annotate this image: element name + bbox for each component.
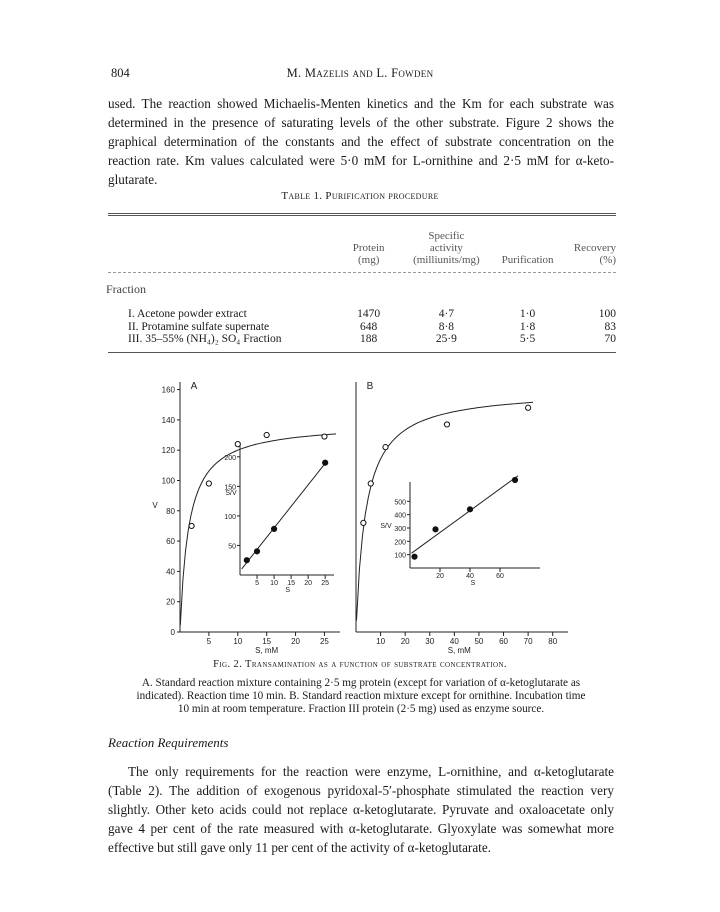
inset-b-y-tick-label: 200 [394, 539, 406, 547]
panel-b-curve [357, 402, 534, 620]
panel-a-y-tick-label: 140 [161, 415, 175, 425]
panel-b-x-tick-label: 80 [548, 637, 558, 646]
panel-a-y-tick-label: 20 [166, 597, 175, 607]
panel-a-point [322, 434, 327, 439]
section-paragraph: The only requirements for the reaction were enzyme, L-ornithine, and α-ketoglutarate (Table 2). The addition of exogenous pyridoxal-5′-phosphate stimulated the reaction very slightly. Other keto acids could not replace α-ketoglutarate. Pyruvate and oxaloacetate only gave 4 per cent of the rate measured with α-ketoglutarate. Glyoxylate was somewhat more effective but still gave only 11 per cent of the activity of α-ketoglutarate. [108, 764, 614, 855]
panel-a-x-label: S, mM [255, 646, 279, 655]
panel-a-x-tick-label: 15 [262, 637, 272, 646]
inset-a-x-tick-label: 25 [321, 580, 330, 587]
inset-a-y-tick-label: 50 [228, 543, 236, 551]
page-number: 804 [111, 66, 130, 80]
panel-a-point [264, 432, 269, 437]
figure-2 [150, 370, 570, 660]
table-row: I. Acetone powder extract 1470 4·7 1·0 100 [128, 308, 616, 320]
inset-a-point [254, 549, 259, 554]
inset-b-fit-line [412, 476, 519, 553]
panel-b-point [383, 445, 388, 450]
panel-b-point [444, 422, 449, 427]
panel-a-point [189, 523, 194, 528]
inset-b-y-tick-label: 500 [394, 499, 406, 507]
inset-a-y-tick-label: 150 [224, 484, 236, 492]
inset-a-y-tick-label: 200 [224, 454, 236, 462]
panel-a-x-tick-label: 5 [206, 637, 212, 646]
inset-a-y-tick-label: 100 [224, 513, 236, 521]
figure-caption-title: Fig. 2. Transamination as a function of substrate concentration. [213, 659, 507, 670]
col-recovery-header: Recovery (%) [573, 242, 616, 266]
inset-a-point [244, 558, 249, 563]
table-row: II. Protamine sulfate supernate 648 8·8 1·8 83 [128, 320, 616, 333]
panel-b-x-tick-label: 60 [499, 637, 508, 646]
panel-b-point [368, 481, 373, 486]
inset-b-point [512, 477, 517, 482]
inset-b-x-label: S [470, 580, 476, 587]
panel-b-point [361, 520, 366, 525]
running-head-authors: M. Mazelis and L. Fowden [286, 66, 434, 80]
table-title: Table 1. Purification procedure [281, 190, 439, 202]
purification-table [108, 226, 616, 346]
table-row: III. 35–55% (NH₄)₂ SO₄ Fraction 188 25·9 5·5 70 [128, 333, 616, 345]
panel-a-label: A [190, 381, 198, 392]
panel-a-y-tick-label: 60 [166, 537, 175, 547]
inset-b-point [412, 554, 417, 559]
inset-b-y-label: S/V [380, 523, 392, 530]
inset-b-x-tick-label: 60 [496, 573, 504, 580]
table-top-rule-2 [108, 215, 616, 216]
panel-a-y-tick-label: 40 [166, 567, 175, 577]
panel-b-x-tick-label: 40 [449, 637, 459, 646]
inset-a-x-tick-label: 20 [304, 580, 313, 587]
section-heading: Reaction Requirements [108, 735, 229, 750]
col-purification-header: Purification [501, 254, 554, 266]
panel-a-y-tick-label: 100 [161, 476, 175, 486]
inset-b-y-tick-label: 100 [394, 552, 406, 560]
inset-a-point [323, 460, 328, 465]
panel-b-x-tick-label: 70 [523, 637, 533, 646]
panel-a-y-tick-label: 80 [166, 506, 175, 516]
panel-a-y-tick-label: 120 [161, 446, 175, 456]
panel-b-label: B [366, 381, 374, 392]
inset-a-x-tick-label: 10 [270, 580, 278, 587]
table-top-rule [108, 213, 616, 214]
inset-a-x-tick-label: 5 [255, 580, 259, 587]
panel-a-y-tick-label: 160 [161, 385, 175, 395]
table-mid-rule [108, 272, 616, 273]
panel-b-x-tick-label: 20 [400, 637, 410, 646]
col-protein-header: Protein (mg) [352, 242, 385, 266]
table-header-row [108, 226, 616, 266]
panel-a-x-tick-label: 25 [319, 637, 329, 646]
intro-paragraph: used. The reaction showed Michaelis-Menten kinetics and the Km for each substrate was determined in the presence of saturating levels of the other substrate. Figure 2 shows the graphical determination of the constants and the effect of substrate concentration on the reaction rate. Km values calculated were 5·0 mM for L-ornithine and 2·5 mM for α-keto-glutarate. [108, 96, 614, 187]
panel-a-curve [180, 434, 336, 625]
panel-b-point [526, 405, 531, 410]
table-bottom-rule [108, 352, 616, 353]
col-activity-header: Specific activity (milliunits/mg) [413, 230, 480, 266]
inset-b-point [433, 527, 438, 532]
inset-b-x-tick-label: 20 [436, 573, 444, 580]
figure-2-svg [150, 370, 570, 655]
inset-a-point [271, 526, 276, 531]
panel-a-x-tick-label: 10 [233, 637, 243, 646]
inset-b-x-tick-label: 40 [466, 573, 474, 580]
inset-a-x-tick-label: 15 [287, 580, 296, 587]
inset-b-y-tick-label: 400 [394, 512, 406, 520]
panel-b-x-tick-label: 10 [376, 637, 386, 646]
panel-a-point [206, 481, 211, 486]
inset-a-y-label: S/V [225, 490, 237, 497]
inset-b-point [467, 507, 472, 512]
panel-b-x-tick-label: 50 [474, 637, 484, 646]
figure-caption: A. Standard reaction mixture containing 2·5 mg protein (except for variation of α-ketoglutarate as indicated). Reaction time 10 min. B. Standard reaction mixture except for ornithine. Incubation time 10 min at room temperature. Fraction III protein (2·5 mg) used as enzyme source. [136, 677, 586, 715]
panel-a-y-tick-label: 0 [170, 628, 175, 637]
table-row-group-label: Fraction [106, 282, 146, 296]
inset-b-y-tick-label: 300 [394, 526, 406, 533]
panel-a-x-tick-label: 20 [291, 637, 301, 646]
panel-a-y-label: V [152, 500, 158, 510]
panel-b-x-tick-label: 30 [425, 637, 435, 646]
inset-a-x-label: S [285, 587, 291, 594]
panel-b-x-label: S, mM [447, 646, 471, 655]
